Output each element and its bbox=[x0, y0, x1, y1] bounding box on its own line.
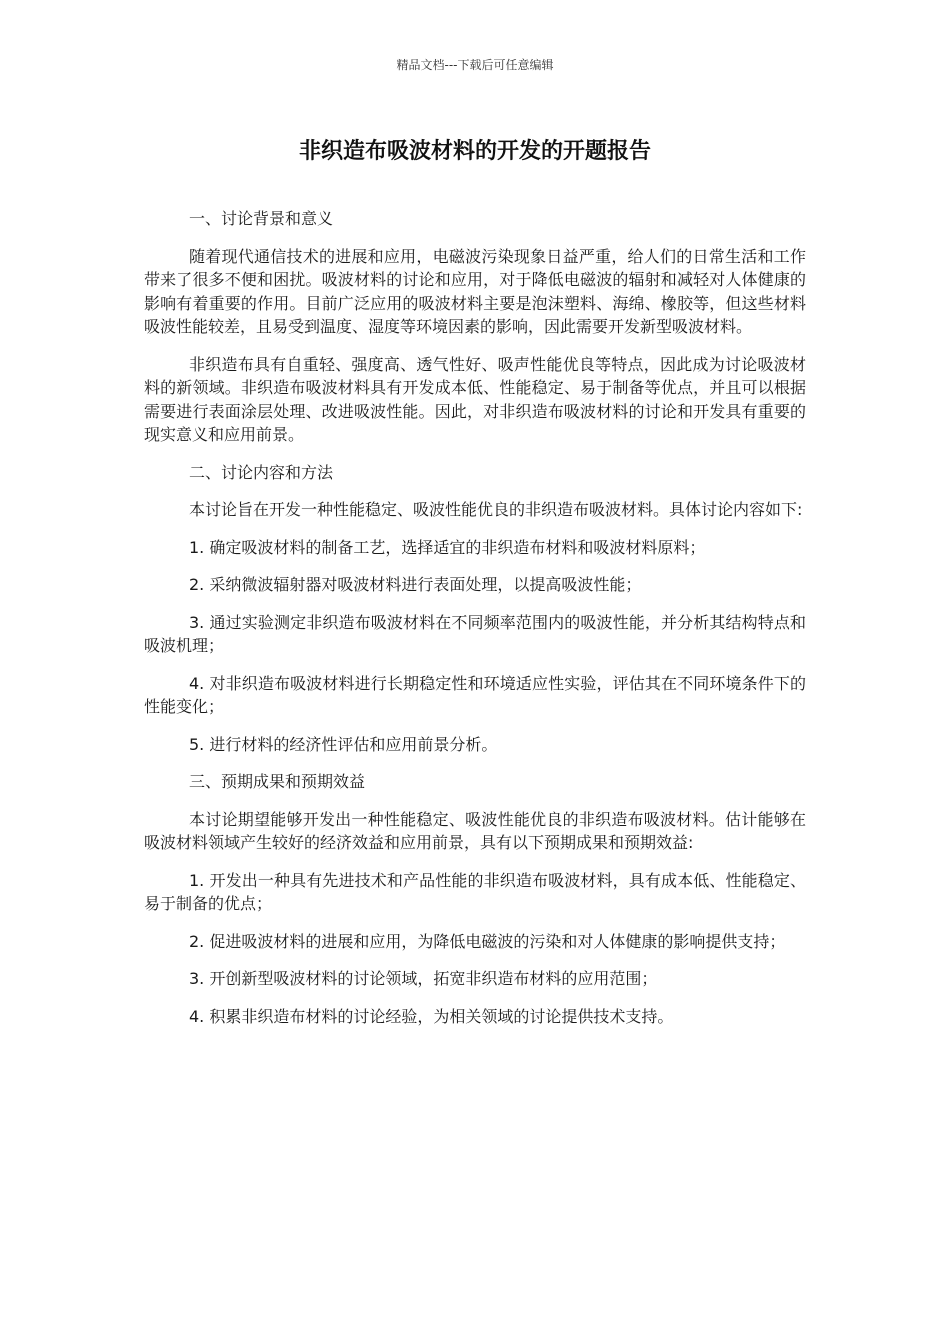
list-item: 4. 积累非织造布材料的讨论经验，为相关领域的讨论提供技术支持。 bbox=[189, 1006, 674, 1026]
page-header: 精品文档---下载后可任意编辑 bbox=[396, 58, 554, 72]
list-item: 3. 开创新型吸波材料的讨论领域，拓宽非织造布材料的应用范围； bbox=[189, 969, 658, 988]
section-heading: 二、讨论内容和方法 bbox=[189, 462, 334, 482]
paragraph: 本讨论期望能够开发出一种性能稳定、吸波性能优良的非织造布吸波材料。估计能够在吸波材料领域产生较好的经济效益和应用前景，具有以下预期成果和预期效益: bbox=[144, 809, 806, 852]
list-item: 2. 采纳微波辐射器对吸波材料进行表面处理，以提高吸波性能； bbox=[189, 575, 642, 594]
list-item: 5. 进行材料的经济性评估和应用前景分析。 bbox=[189, 734, 498, 754]
list-item: 1. 确定吸波材料的制备工艺，选择适宜的非织造布材料和吸波材料原料； bbox=[189, 537, 706, 557]
list-item: 3. 通过实验测定非织造布吸波材料在不同频率范围内的吸波性能，并分析其结构特点和吸波机理； bbox=[144, 612, 806, 655]
paragraph: 随着现代通信技术的进展和应用，电磁波污染现象日益严重，给人们的日常生活和工作带来了很多不便和困扰。吸波材料的讨论和应用，对于降低电磁波的辐射和减轻对人体健康的影响有着重要的作用。目前广泛应用的吸波材料主要是泡沫塑料、海绵、橡胶等，但这些材料吸波性能较差，且易受到温度、湿度等环境因素的影响，因此需要开发新型吸波材料。 bbox=[144, 246, 806, 336]
paragraph: 本讨论旨在开发一种性能稳定、吸波性能优良的非织造布吸波材料。具体讨论内容如下: bbox=[189, 500, 803, 519]
list-item: 2. 促进吸波材料的进展和应用，为降低电磁波的污染和对人体健康的影响提供支持； bbox=[189, 931, 786, 951]
document-title: 非织造布吸波材料的开发的开题报告 bbox=[298, 139, 651, 164]
section-heading: 三、预期成果和预期效益 bbox=[189, 772, 366, 791]
list-item: 4. 对非织造布吸波材料进行长期稳定性和环境适应性实验，评估其在不同环境条件下的性能变化； bbox=[144, 673, 806, 716]
document-body bbox=[144, 207, 806, 1028]
paragraph: 非织造布具有自重轻、强度高、透气性好、吸声性能优良等特点，因此成为讨论吸波材料的新领域。非织造布吸波材料具有开发成本低、性能稳定、易于制备等优点，并且可以根据需要进行表面涂层处理、改进吸波性能。因此，对非织造布吸波材料的讨论和开发具有重要的现实意义和应用前景。 bbox=[144, 354, 806, 444]
section-heading: 一、讨论背景和意义 bbox=[189, 209, 334, 228]
list-item: 1. 开发出一种具有先进技术和产品性能的非织造布吸波材料，具有成本低、性能稳定、易于制备的优点； bbox=[144, 870, 806, 913]
